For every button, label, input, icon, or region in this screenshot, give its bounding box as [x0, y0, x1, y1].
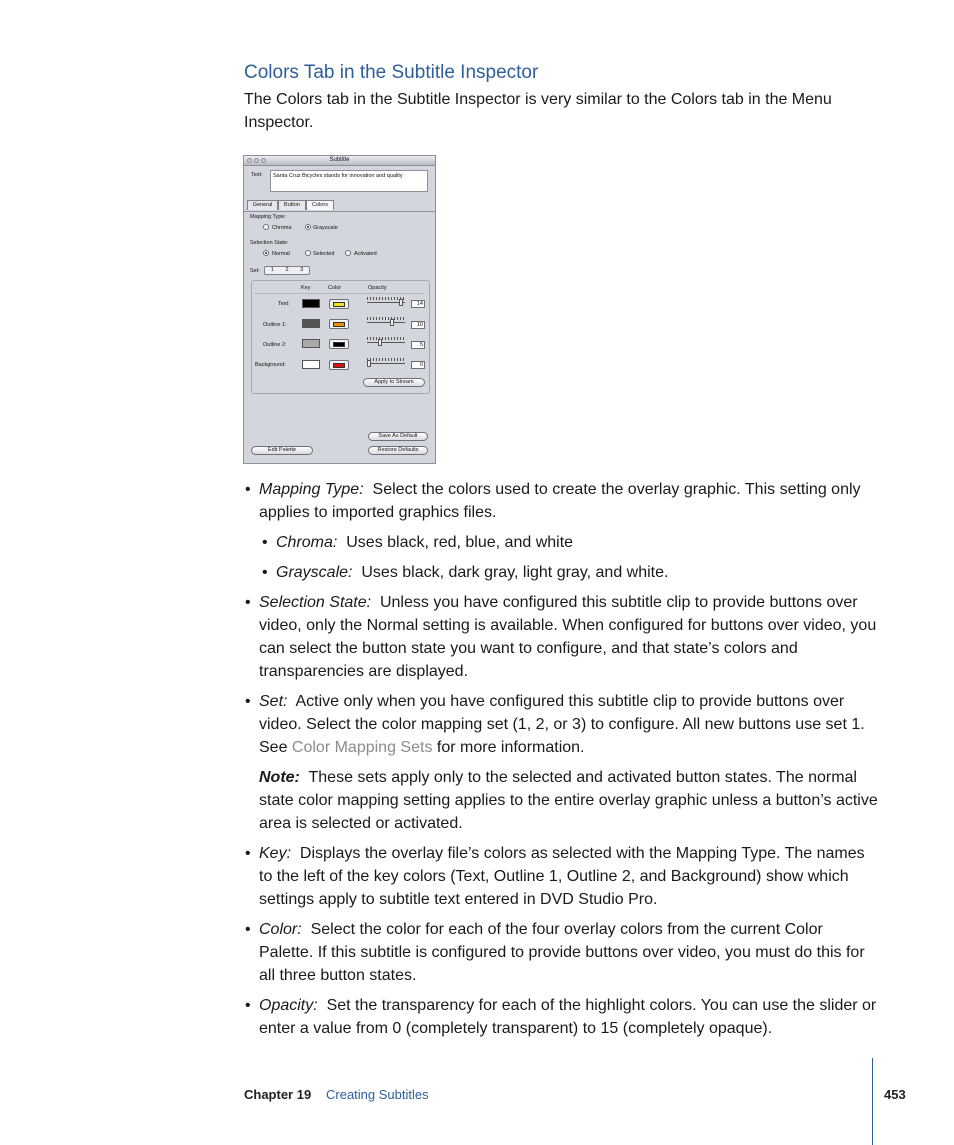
selected-label: Selected — [313, 251, 335, 257]
bullet-mapping-type: • Mapping Type: Select the colors used to create the overlay graphic. This setting only applies to imported graphics files. — [245, 481, 861, 521]
subtitle-text-field[interactable]: Santa Cruz Bicycles stands for innovation and quality — [270, 170, 428, 192]
opacity-slider-thumb[interactable] — [399, 299, 403, 306]
opacity-slider-outline-1[interactable] — [367, 317, 405, 326]
bullet-text: Active only when you have configured this subtitle clip to provide buttons over video. Select the color mapping set (1, 2, or 3) to configure. All new buttons use set 1. See — [259, 693, 865, 756]
mapping-type-label: Mapping Type: — [250, 214, 286, 220]
key-swatch-text — [302, 299, 320, 308]
bullet-term: Grayscale: — [276, 564, 353, 581]
note-term: Note: — [259, 769, 300, 786]
opacity-slider-outline-2[interactable] — [367, 337, 405, 346]
selected-radio[interactable] — [305, 250, 311, 256]
bullet-text: Select the color for each of the four overlay colors from the current Color Palette. If this subtitle is configured to provide buttons over video, you must do this for all three button states. — [259, 921, 865, 984]
activated-radio[interactable] — [345, 250, 351, 256]
subtitle-inspector-window — [243, 155, 436, 464]
save-as-default-button[interactable]: Save As Default — [368, 432, 428, 441]
row-label-outline-1: Outline 1: — [263, 322, 287, 328]
bullet-term: Chroma: — [276, 534, 338, 551]
header-divider — [254, 293, 424, 294]
text-label: Text: — [251, 172, 263, 178]
bullet-color: • Color: Select the color for each of the four overlay colors from the current Color Palette. If this subtitle is configured to provide buttons over video, you must do this for all three button states. — [245, 921, 865, 984]
bullet-selection-state: • Selection State: Unless you have configured this subtitle clip to provide buttons over video, only the Normal setting is available. When configured for buttons over video, you can select the button state you want to configure, and that state’s colors and transparencies are displayed. — [245, 594, 877, 680]
opacity-field-outline-2[interactable]: 5 — [411, 341, 425, 349]
opacity-field-outline-1[interactable]: 10 — [411, 321, 425, 329]
bullet-text-after: for more information. — [436, 739, 585, 756]
tab-general[interactable]: General — [247, 200, 278, 210]
color-well-background[interactable] — [329, 360, 349, 370]
opacity-column-header: Opacity — [368, 285, 387, 291]
bullet-term: Set: — [259, 693, 288, 710]
opacity-field-background[interactable]: 0 — [411, 361, 425, 369]
edit-palette-button[interactable]: Edit Palette — [251, 446, 313, 455]
set-selector[interactable] — [264, 266, 310, 275]
normal-radio[interactable] — [263, 250, 269, 256]
set-3[interactable]: 3 — [300, 267, 304, 273]
chroma-label: Chroma — [272, 225, 292, 231]
row-label-text: Text: — [278, 301, 290, 307]
section-heading: Colors Tab in the Subtitle Inspector — [244, 62, 539, 83]
key-column-header: Key — [301, 285, 311, 291]
grayscale-radio[interactable] — [305, 224, 311, 230]
bullet-grayscale: • Grayscale: Uses black, dark gray, light gray, and white. — [262, 564, 669, 581]
bullet-opacity: • Opacity: Set the transparency for each of the highlight colors. You can use the slider or enter a value from 0 (completely transparent) to 15 (completely opaque). — [245, 997, 877, 1037]
window-title: Subtitle — [329, 157, 350, 163]
tab-button[interactable]: Button — [278, 200, 306, 210]
bullet-text: Displays the overlay file’s colors as selected with the Mapping Type. The names to the left of the key colors (Text, Outline 1, Outline 2, and Background) show which settings apply to subtitle text entered in DVD Studio Pro. — [259, 845, 865, 908]
window-titlebar — [244, 156, 435, 166]
opacity-slider-thumb[interactable] — [367, 360, 371, 367]
key-swatch-background — [302, 360, 320, 369]
apply-to-stream-button[interactable]: Apply to Stream — [363, 378, 425, 387]
page-number: 453 — [884, 1087, 906, 1102]
intro-paragraph: The Colors tab in the Subtitle Inspector is very similar to the Colors tab in the Menu Inspector. — [244, 91, 832, 131]
footer-chapter-name[interactable]: Creating Subtitles — [326, 1087, 429, 1102]
color-well-text[interactable] — [329, 299, 349, 309]
set-1[interactable]: 1 — [270, 267, 274, 273]
set-label: Set: — [250, 268, 260, 274]
set-2[interactable]: 2 — [285, 267, 289, 273]
color-mapping-sets-link[interactable]: Color Mapping Sets — [291, 739, 433, 756]
row-label-outline-2: Outline 2: — [263, 342, 287, 348]
bullet-term: Key: — [259, 845, 292, 862]
bullet-text: Select the colors used to create the overlay graphic. This setting only applies to imported graphics files. — [259, 481, 861, 521]
bullet-set: • Set: Active only when you have configured this subtitle clip to provide buttons over video. Select the color mapping set (1, 2, or 3) to configure. All new buttons use set 1. See Color Mapping Sets for more information. — [245, 693, 865, 756]
opacity-field-text[interactable]: 14 — [411, 300, 425, 308]
footer-chapter: Chapter 19 — [244, 1087, 312, 1102]
chroma-radio[interactable] — [263, 224, 269, 230]
grayscale-label: Grayscale — [313, 225, 338, 231]
opacity-slider-background[interactable] — [367, 358, 405, 367]
activated-label: Activated — [354, 251, 377, 257]
bullet-text: Set the transparency for each of the highlight colors. You can use the slider or enter a value from 0 (completely transparent) to 15 (completely opaque). — [259, 997, 877, 1037]
key-swatch-outline-1 — [302, 319, 320, 328]
note-paragraph — [259, 766, 879, 835]
color-well-outline-1[interactable] — [329, 319, 349, 329]
bullet-term: Opacity: — [259, 997, 318, 1014]
opacity-slider-text[interactable] — [367, 297, 405, 306]
bullet-term: Mapping Type: — [259, 481, 364, 498]
inspector-tabs — [244, 198, 435, 212]
bullet-term: Selection State: — [259, 594, 372, 611]
bullet-text: Uses black, dark gray, light gray, and white. — [361, 564, 669, 581]
selection-state-label: Selection State: — [250, 240, 289, 246]
bullet-term: Color: — [259, 921, 302, 938]
tab-colors[interactable]: Colors — [306, 200, 334, 210]
normal-label: Normal — [272, 251, 290, 257]
bullet-key: • Key: Displays the overlay file’s colors as selected with the Mapping Type. The names to the left of the key colors (Text, Outline 1, Outline 2, and Background) show which settings apply to subtitle text entered in DVD Studio Pro. — [245, 845, 865, 908]
row-label-background: Background: — [255, 362, 286, 368]
opacity-slider-thumb[interactable] — [390, 319, 394, 326]
footer-divider — [872, 1058, 873, 1145]
key-swatch-outline-2 — [302, 339, 320, 348]
bullet-text: Unless you have configured this subtitle clip to provide buttons over video, only the Normal setting is available. When configured for buttons over video, you can select the button state you want to configure, and that state’s colors and transparencies are displayed. — [259, 594, 877, 680]
note-text: These sets apply only to the selected and activated button states. The normal state color mapping setting applies to the entire overlay graphic unless a button’s active area is selected or activated. — [259, 769, 878, 832]
opacity-slider-thumb[interactable] — [378, 339, 382, 346]
bullet-text: Uses black, red, blue, and white — [346, 534, 574, 551]
color-column-header: Color — [328, 285, 342, 291]
restore-defaults-button[interactable]: Restore Defaults — [368, 446, 428, 455]
color-well-outline-2[interactable] — [329, 339, 349, 349]
bullet-chroma: • Chroma: Uses black, red, blue, and white — [262, 534, 574, 551]
